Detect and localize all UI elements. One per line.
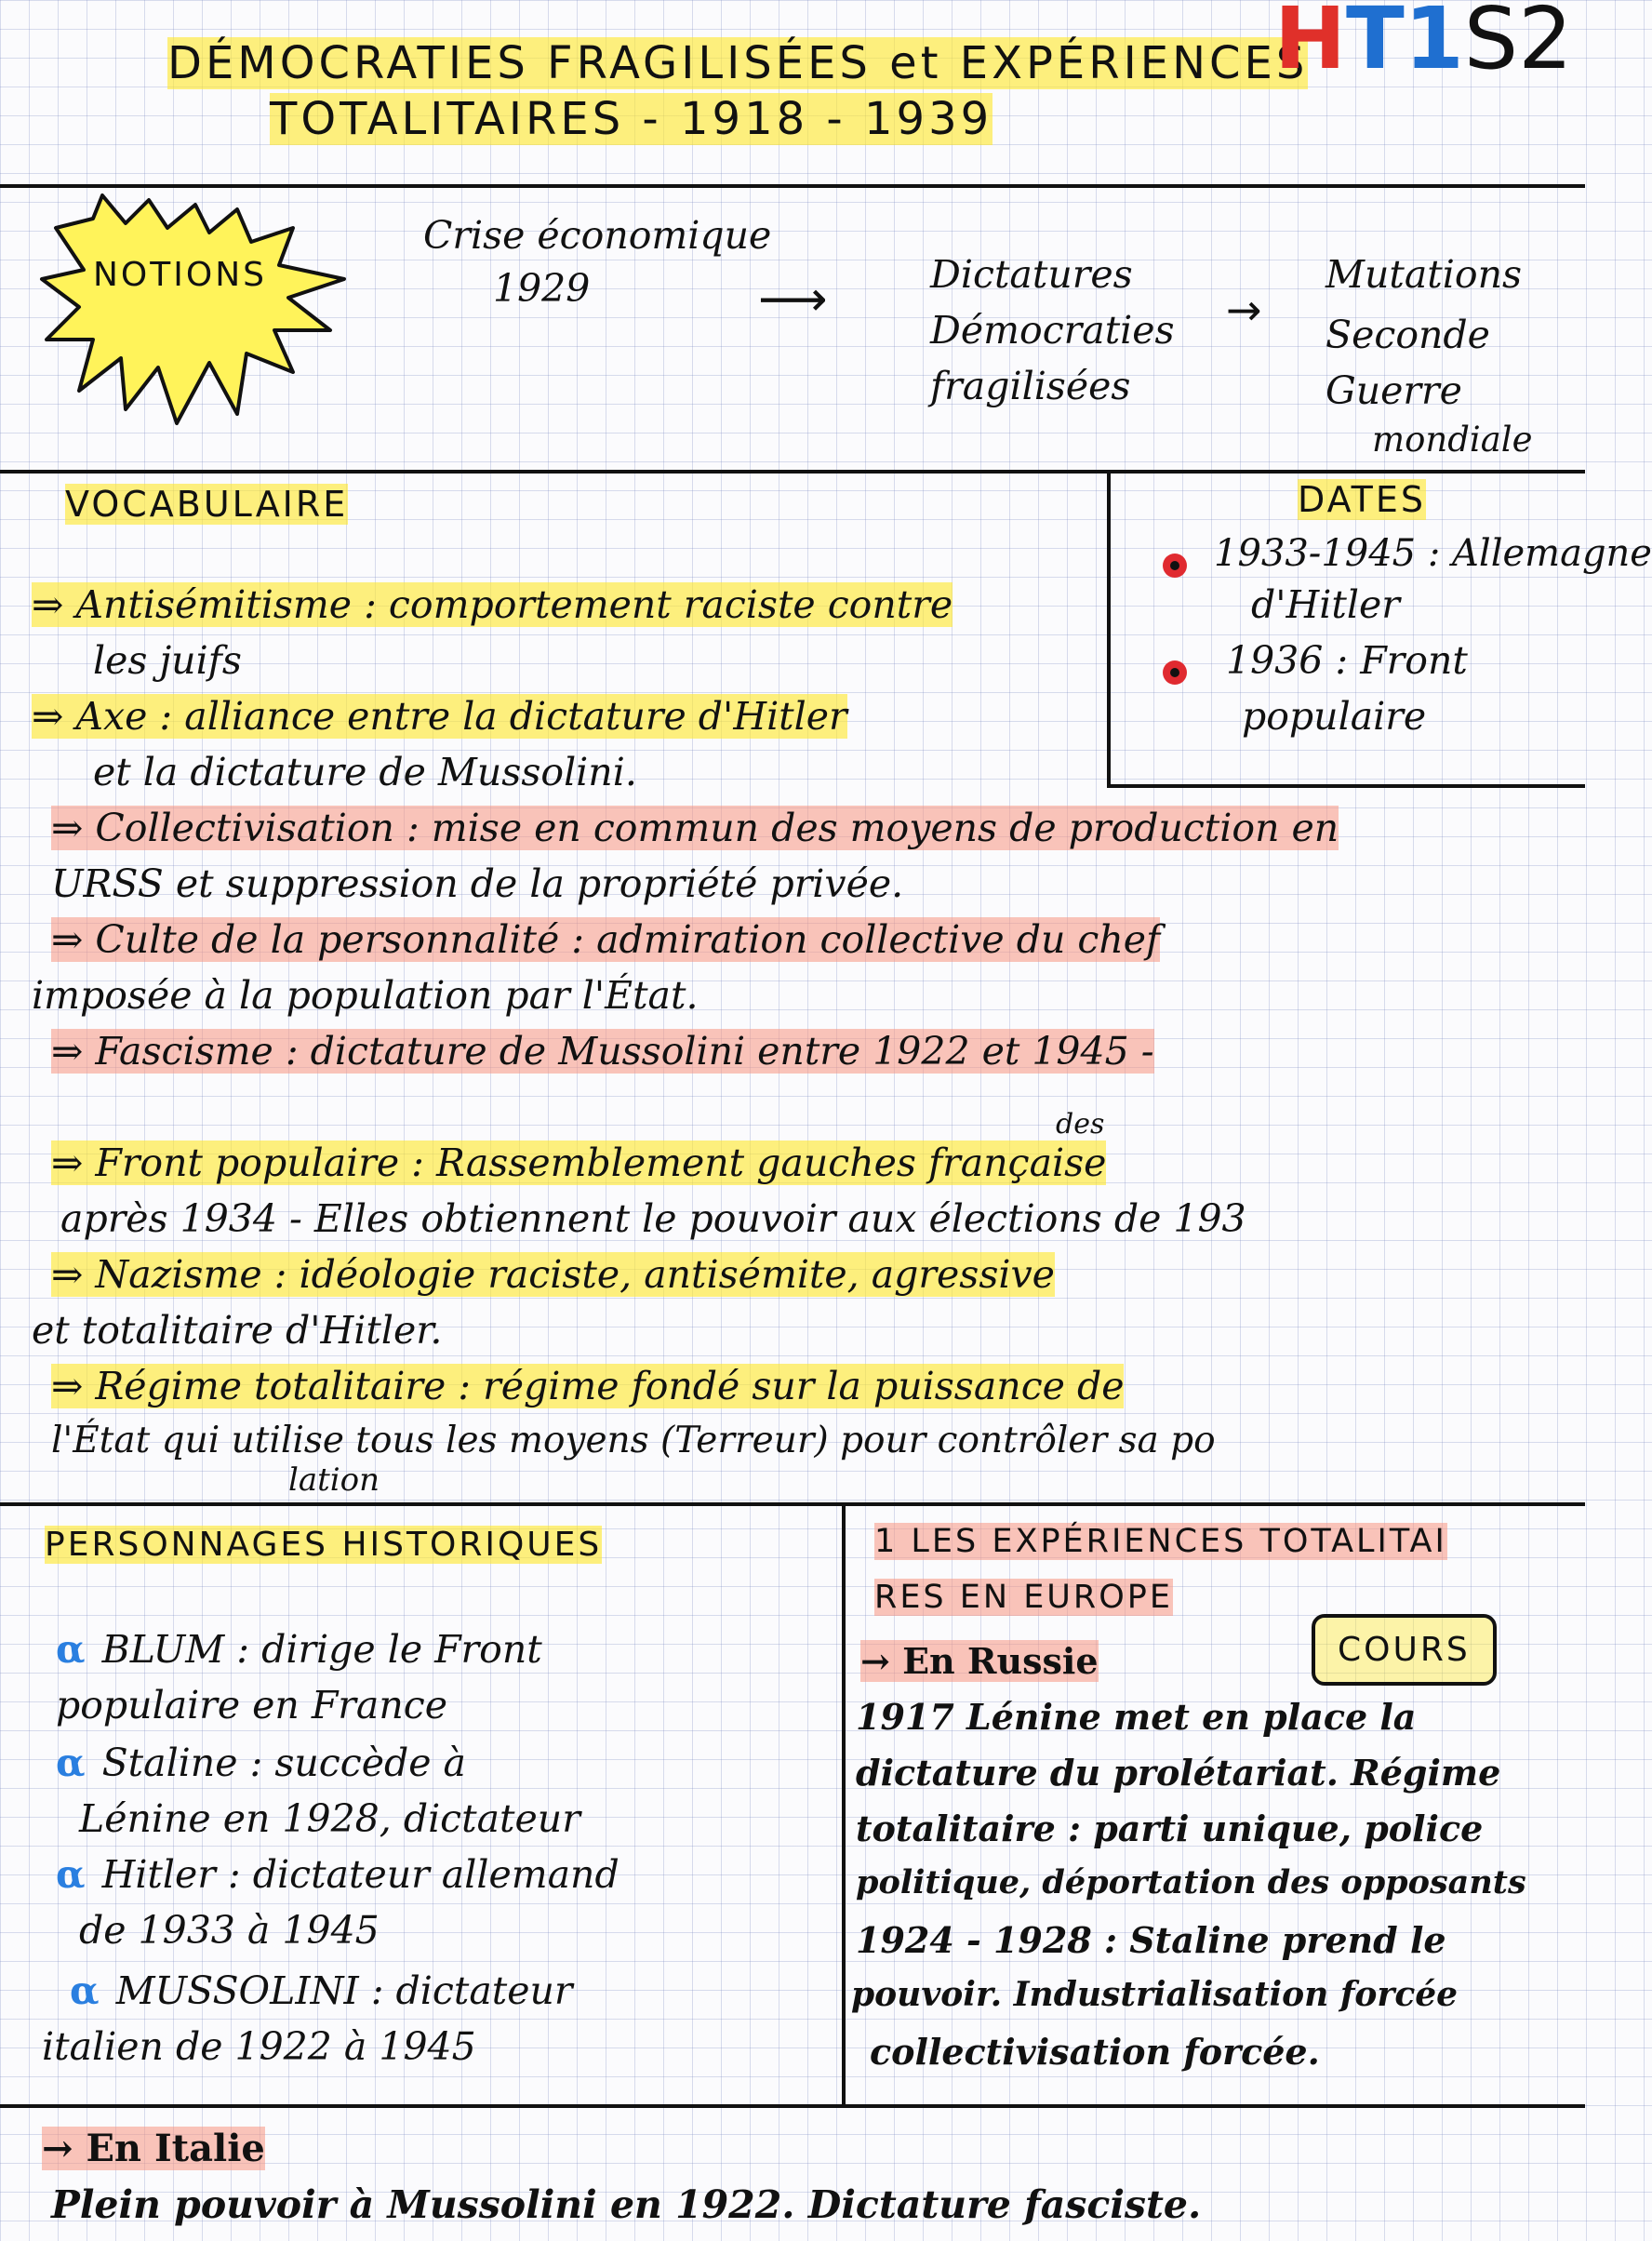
- russie-line: totalitaire : parti unique, police: [856, 1807, 1484, 1849]
- date-2-line-1: 1936 : Front: [1226, 638, 1468, 683]
- divider-notions: [0, 470, 1585, 474]
- notion-arrow-2: →: [1226, 285, 1262, 335]
- alpha-bullet-icon: α: [56, 1741, 86, 1785]
- vocab-regime-totalitaire-cont-2: lation: [288, 1461, 380, 1499]
- russie-heading: → En Russie: [860, 1640, 1099, 1682]
- title-line-2: TOTALITAIRES - 1918 - 1939: [270, 93, 993, 145]
- russie-line: collectivisation forcée.: [870, 2031, 1320, 2073]
- badge-h: H: [1274, 0, 1346, 88]
- personnage-blum: α BLUM : dirige le Front: [56, 1627, 542, 1672]
- russie-line: 1924 - 1928 : Staline prend le: [856, 1919, 1446, 1961]
- russie-line: politique, déportation des opposants: [856, 1863, 1526, 1901]
- badge-1: 1: [1404, 0, 1464, 88]
- cours-heading-line-2: RES EN EUROPE: [874, 1579, 1174, 1616]
- alpha-bullet-icon: α: [56, 1627, 86, 1672]
- notion-arrow-1: ⟶: [758, 272, 828, 327]
- notions-starburst-icon: [37, 191, 363, 433]
- alpha-bullet-icon: α: [70, 1968, 100, 2013]
- divider-bottom: [0, 2104, 1585, 2108]
- russie-line: dictature du prolétariat. Régime: [856, 1752, 1501, 1794]
- personnage-hitler: α Hitler : dictateur allemand: [56, 1852, 620, 1897]
- notion-crise-year: 1929: [493, 266, 591, 311]
- vocabulaire-heading: VOCABULAIRE: [65, 484, 349, 525]
- title-line-1: DÉMOCRATIES FRAGILISÉES et EXPÉRIENCES: [167, 37, 1309, 89]
- vocab-axe-cont: et la dictature de Mussolini.: [93, 750, 637, 794]
- page-title: [167, 37, 1308, 89]
- cours-stamp: COURS: [1312, 1614, 1497, 1686]
- vocab-front-populaire: ⇒ Front populaire : Rassemblement gauches française: [51, 1141, 1107, 1185]
- notion-mutations: Mutations: [1326, 252, 1523, 297]
- dates-heading: DATES: [1298, 479, 1426, 520]
- divider-lower-vertical: [842, 1502, 846, 2107]
- personnage-hitler-cont: de 1933 à 1945: [79, 1908, 380, 1953]
- vocab-front-populaire-insert: des: [1056, 1108, 1105, 1141]
- date-bullet-1: [1163, 554, 1187, 578]
- vocab-fascisme: ⇒ Fascisme : dictature de Mussolini entre 1922 et 1945 -: [51, 1029, 1154, 1074]
- vocab-antisemitisme-cont: les juifs: [93, 638, 242, 683]
- vocab-axe: ⇒ Axe : alliance entre la dictature d'Hitler: [32, 694, 847, 739]
- personnages-heading: PERSONNAGES HISTORIQUES: [45, 1526, 603, 1564]
- badge-s: S2: [1463, 0, 1573, 88]
- vocab-collectivisation-cont: URSS et suppression de la propriété privée.: [51, 861, 904, 906]
- date-1-line-2: d'Hitler: [1251, 582, 1400, 627]
- vocab-nazisme: ⇒ Nazisme : idéologie raciste, antisémite, agressive: [51, 1252, 1055, 1297]
- notion-seconde: Seconde: [1326, 313, 1490, 357]
- italie-heading: → En Italie: [42, 2127, 265, 2170]
- personnage-blum-cont: populaire en France: [56, 1683, 447, 1727]
- date-2-line-2: populaire: [1242, 694, 1427, 739]
- notions-label: NOTIONS: [93, 256, 267, 294]
- alpha-bullet-icon: α: [56, 1852, 86, 1897]
- personnage-mussolini-cont: italien de 1922 à 1945: [42, 2024, 476, 2069]
- vocab-front-populaire-cont: après 1934 - Elles obtiennent le pouvoir aux élections de 193: [60, 1196, 1246, 1241]
- notion-crise: Crise économique: [423, 213, 772, 258]
- russie-line: 1917 Lénine met en place la: [856, 1696, 1417, 1738]
- page-subtitle: [270, 93, 993, 145]
- vocab-antisemitisme: ⇒ Antisémitisme : comportement raciste contre: [32, 582, 953, 627]
- italie-line: Plein pouvoir à Mussolini en 1922. Dictature fasciste.: [51, 2182, 1202, 2227]
- vocab-regime-totalitaire-cont: l'État qui utilise tous les moyens (Terreur) pour contrôler sa po: [51, 1420, 1216, 1461]
- personnage-staline: α Staline : succède à: [56, 1741, 466, 1785]
- personnage-mussolini: α MUSSOLINI : dictateur: [70, 1968, 573, 2013]
- divider-header: [0, 184, 1585, 188]
- personnage-staline-cont: Lénine en 1928, dictateur: [79, 1796, 580, 1841]
- notion-guerre: Guerre: [1326, 368, 1462, 413]
- vocab-nazisme-cont: et totalitaire d'Hitler.: [32, 1308, 443, 1353]
- divider-lower: [0, 1502, 1585, 1506]
- russie-line: pouvoir. Industrialisation forcée: [851, 1975, 1459, 2014]
- vocab-regime-totalitaire: ⇒ Régime totalitaire : régime fondé sur la puissance de: [51, 1364, 1125, 1408]
- vocab-collectivisation: ⇒ Collectivisation : mise en commun des moyens de production en: [51, 806, 1339, 850]
- vocab-culte-cont: imposée à la population par l'État.: [32, 973, 699, 1018]
- date-1-line-1: 1933-1945 : Allemagne: [1214, 532, 1652, 575]
- cours-heading-line-1: 1 LES EXPÉRIENCES TOTALITAI: [874, 1523, 1447, 1560]
- notion-democraties: Démocraties: [930, 308, 1175, 353]
- notion-dictatures: Dictatures: [930, 252, 1133, 297]
- vocab-culte: ⇒ Culte de la personnalité : admiration collective du chef: [51, 917, 1161, 962]
- chapter-badge: [1274, 0, 1573, 88]
- notion-mondiale: mondiale: [1372, 420, 1533, 460]
- notion-fragilisees: fragilisées: [930, 364, 1131, 408]
- badge-t: T: [1346, 0, 1405, 88]
